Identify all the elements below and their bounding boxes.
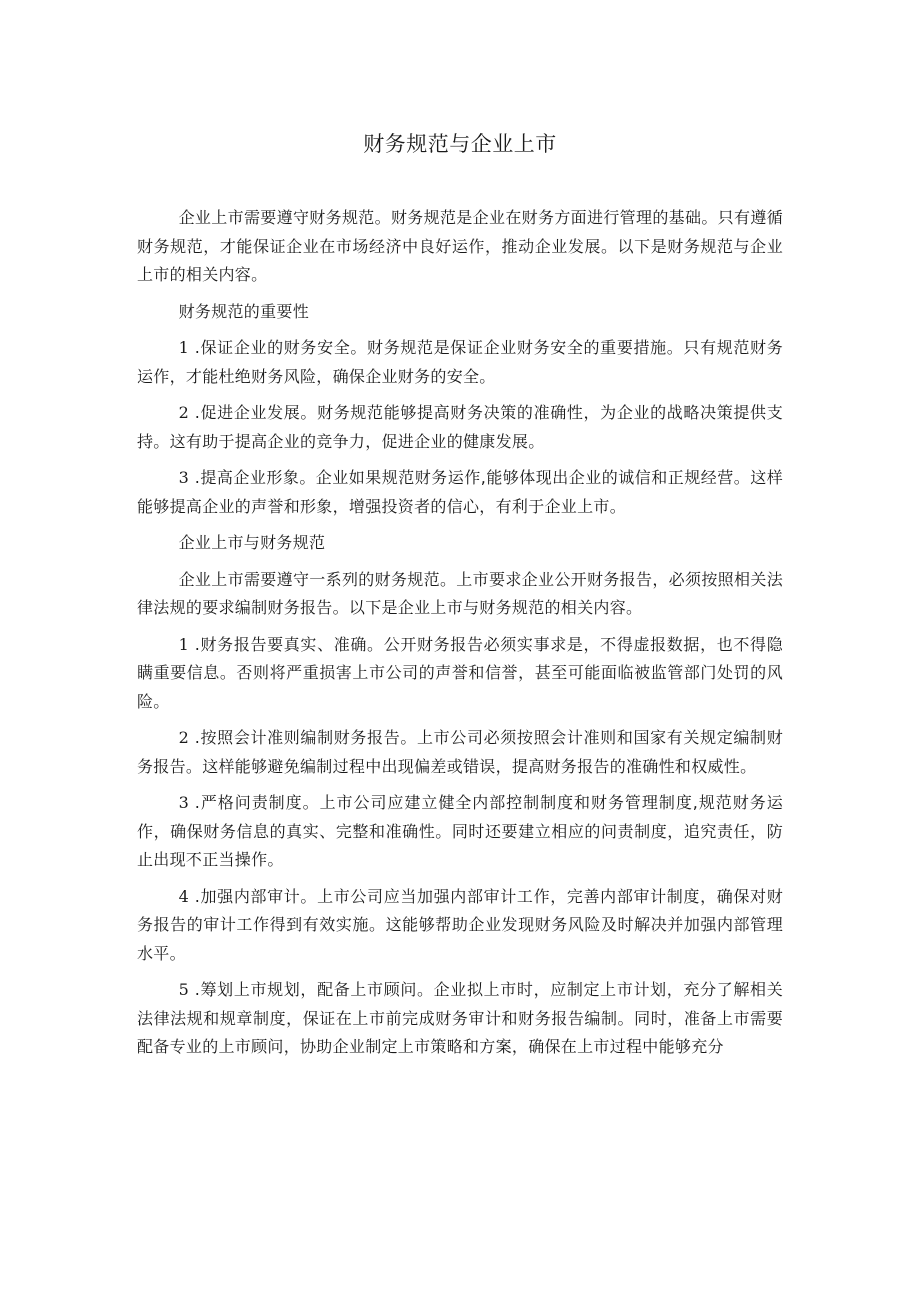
paragraph-number: 3: [178, 793, 189, 812]
paragraph-text: 企业上市需要遵守财务规范。财务规范是企业在财务方面进行管理的基础。只有遵循财务规范，才能保证企业在市场经济中良好运作，推动企业发展。以下是财务规范与企业上市的相关内容。: [137, 208, 783, 284]
paragraph-text: .促进企业发展。财务规范能够提高财务决策的准确性，为企业的战略决策提供支持。这有助于提高企业的竞争力，促进企业的健康发展。: [137, 403, 783, 451]
paragraph-text: .按照会计准则编制财务报告。上市公司必须按照会计准则和国家有关规定编制财务报告。这样能够避免编制过程中出现偏差或错误，提高财务报告的准确性和权威性。: [137, 728, 783, 776]
list-item: [137, 724, 783, 781]
document-title: 财务规范与企业上市: [363, 132, 557, 156]
paragraph-number: 2: [178, 728, 189, 747]
paragraph-text: .筹划上市规划，配备上市顾问。企业拟上市时，应制定上市计划，充分了解相关法律法规和规章制度，保证在上市前完成财务审计和财务报告编制。同时，准备上市需要配备专业的上市顾问，协助企业制定上市策略和方案，确保在上市过程中能够充分: [137, 980, 783, 1056]
list-item: [137, 883, 783, 969]
list-item: [137, 334, 783, 391]
document-body: [137, 204, 783, 1070]
list-item: [137, 976, 783, 1062]
paragraph-text: .财务报告要真实、准确。公开财务报告必须实事求是，不得虚报数据，也不得隐瞒重要信息。否则将严重损害上市公司的声誉和信誉，甚至可能面临被监管部门处罚的风险。: [137, 634, 783, 711]
paragraph-text: .保证企业的财务安全。财务规范是保证企业财务安全的重要措施。只有规范财务运作，才能杜绝财务风险，确保企业财务的安全。: [137, 338, 783, 386]
section-heading-listing: [137, 529, 783, 558]
paragraph-number: 1: [178, 338, 189, 357]
list-item: [137, 464, 783, 521]
paragraph-number: 3: [178, 468, 189, 487]
paragraph-text: 企业上市需要遵守一系列的财务规范。上市要求企业公开财务报告，必须按照相关法律法规的要求编制财务报告。以下是企业上市与财务规范的相关内容。: [137, 569, 783, 617]
section-intro-paragraph: [137, 566, 783, 623]
section-heading-importance: [137, 298, 783, 327]
paragraph-text: .提高企业形象。企业如果规范财务运作,能够体现出企业的诚信和正规经营。这样能够提高企业的声誉和形象，增强投资者的信心，有利于企业上市。: [137, 468, 783, 516]
paragraph-text: 财务规范的重要性: [178, 301, 309, 321]
list-item: [137, 399, 783, 456]
list-item: [137, 789, 783, 875]
paragraph-text: 企业上市与财务规范: [178, 533, 326, 552]
intro-paragraph: [137, 204, 783, 290]
paragraph-text: .严格问责制度。上市公司应建立健全内部控制制度和财务管理制度,规范财务运作，确保财务信息的真实、完整和准确性。同时还要建立相应的问责制度，追究责任，防止出现不正当操作。: [137, 793, 783, 869]
paragraph-number: 5: [178, 980, 189, 999]
paragraph-number: 1: [178, 634, 189, 654]
paragraph-number: 2: [178, 403, 189, 422]
paragraph-number: 4: [178, 886, 189, 906]
list-item: [137, 631, 783, 717]
paragraph-text: .加强内部审计。上市公司应当加强内部审计工作，完善内部审计制度，确保对财务报告的审计工作得到有效实施。这能够帮助企业发现财务风险及时解决并加强内部管理水平。: [137, 886, 783, 963]
